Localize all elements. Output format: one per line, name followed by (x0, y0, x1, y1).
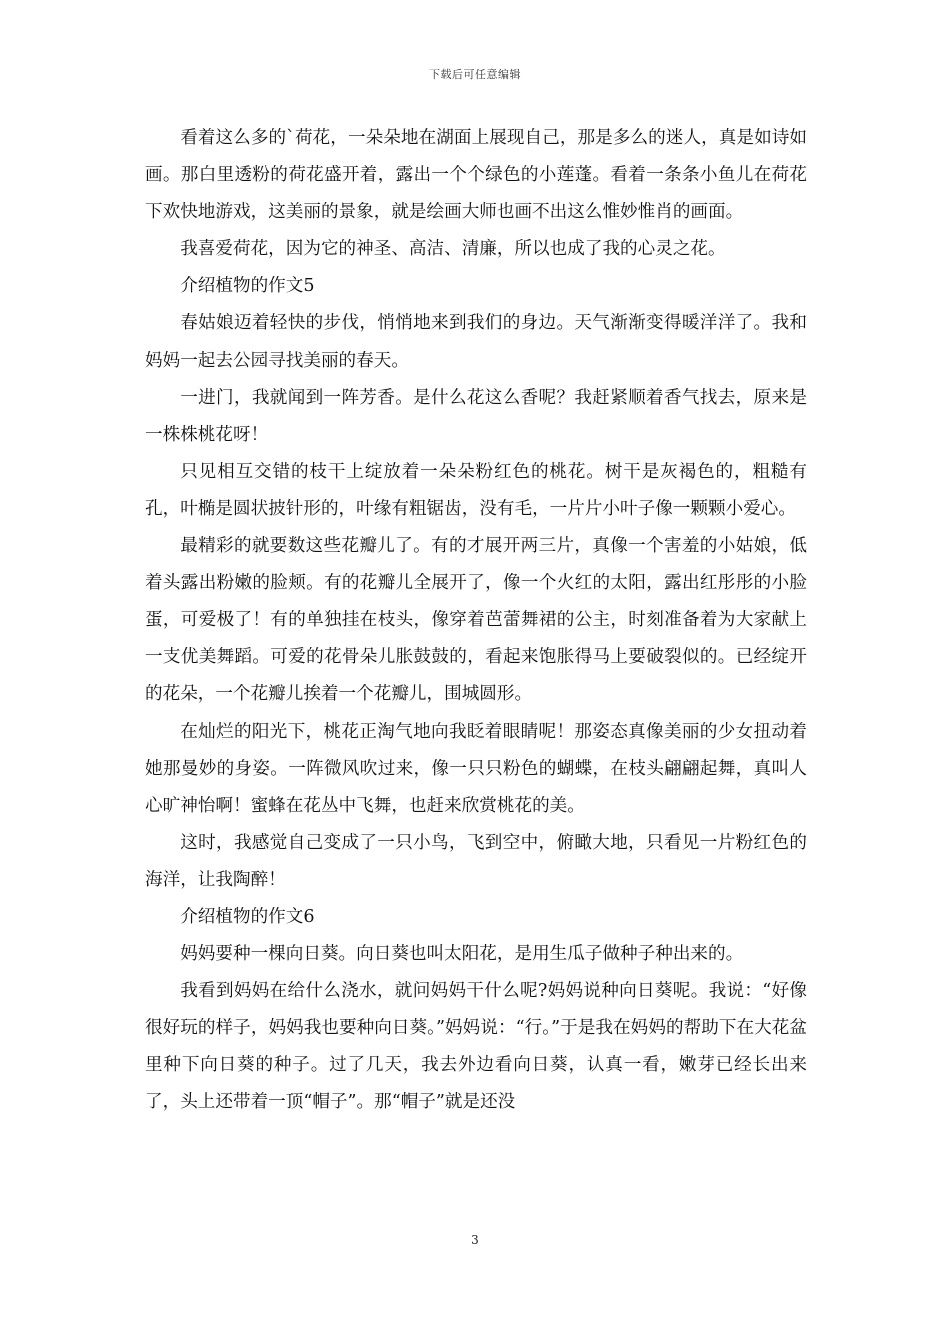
page-number: 3 (471, 1233, 479, 1247)
paragraph: 一进门，我就闻到一阵芳香。是什么花这么香呢？我赶紧顺着香气找去，原来是一株株桃花呀！ (145, 387, 807, 445)
paragraph: 妈妈要种一棵向日葵。向日葵也叫太阳花，是用生瓜子做种子种出来的。 (180, 944, 744, 965)
section-heading: 介绍植物的作文6 (180, 906, 315, 927)
paragraph: 最精彩的就要数这些花瓣儿了。有的才展开两三片，真像一个害羞的小姑娘，低着头露出粉嫩的脸颊。有的花瓣儿全展开了，像一个火红的太阳，露出红彤彤的小脸蛋，可爱极了！有的单独挂在枝头，像穿着芭蕾舞裙的公主，时刻准备着为大家献上一支优美舞蹈。可爱的花骨朵儿胀鼓鼓的，看起来饱胀得马上要破裂似的。已经绽开的花朵，一个花瓣儿挨着一个花瓣儿，围城圆形。 (145, 536, 807, 705)
document-body (145, 120, 807, 1122)
section-heading: 介绍植物的作文5 (180, 276, 315, 297)
paragraph: 看着这么多的`荷花，一朵朵地在湖面上展现自己，那是多么的迷人，真是如诗如画。那白里透粉的荷花盛开着，露出一个个绿色的小莲蓬。看着一条条小鱼儿在荷花下欢快地游戏，这美丽的景象，就是绘画大师也画不出这么惟妙惟肖的画面。 (145, 128, 807, 223)
paragraph: 春姑娘迈着轻快的步伐，悄悄地来到我们的身边。天气渐渐变得暖洋洋了。我和妈妈一起去公园寻找美丽的春天。 (145, 313, 807, 371)
page-header: 下载后可任意编辑 (429, 68, 521, 81)
paragraph: 我看到妈妈在给什么浇水，就问妈妈干什么呢?妈妈说种向日葵呢。我说：“好像很好玩的样子，妈妈我也要种向日葵。”妈妈说：“行。”于是我在妈妈的帮助下在大花盆里种下向日葵的种子。过了几天，我去外边看向日葵，认真一看，嫩芽已经长出来了，头上还带着一顶“帽子”。那“帽子”就是还没 (145, 981, 807, 1113)
paragraph: 我喜爱荷花，因为它的神圣、高洁、清廉，所以也成了我的心灵之花。 (180, 239, 726, 260)
paragraph: 这时，我感觉自己变成了一只小鸟，飞到空中，俯瞰大地，只看见一片粉红色的海洋，让我陶醉！ (145, 832, 807, 890)
paragraph: 只见相互交错的枝干上绽放着一朵朵粉红色的桃花。树干是灰褐色的，粗糙有孔，叶椭是圆状披针形的，叶缘有粗锯齿，没有毛，一片片小叶子像一颗颗小爱心。 (145, 461, 807, 519)
paragraph: 在灿烂的阳光下，桃花正淘气地向我眨着眼睛呢！那姿态真像美丽的少女扭动着她那曼妙的身姿。一阵微风吹过来，像一只只粉色的蝴蝶，在枝头翩翩起舞，真叫人心旷神怡啊！蜜蜂在花丛中飞舞，也赶来欣赏桃花的美。 (145, 721, 807, 816)
